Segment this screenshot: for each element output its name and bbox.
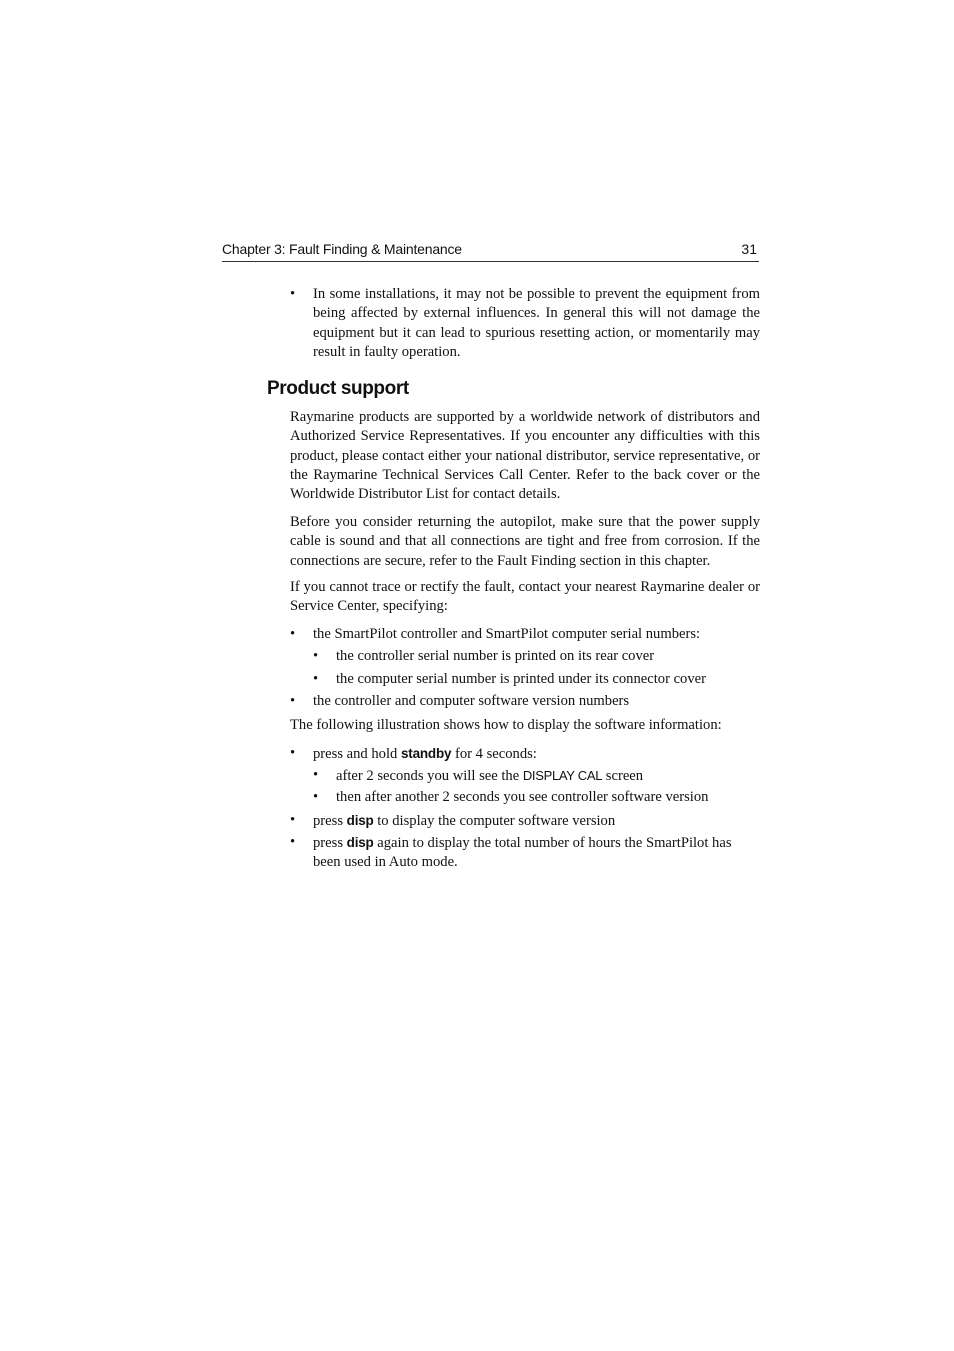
intro-bullet-text: In some installations, it may not be possible to prevent the equipment from being affected by external influences. In general this will not damage the equipment but it can lead to spurious resetting action, or momentarily may result in faulty operation. [313,286,760,360]
substep-text [336,766,760,786]
display-cal-screen-name: DISPLAY CAL [522,768,603,783]
step-text-pre: press [313,835,347,851]
list-item-text: the controller and computer software version numbers [313,693,630,709]
bullet-marker: • [290,286,296,302]
bullet-marker: • [290,834,296,850]
bullet-marker: • [313,789,319,805]
sublist-item-text: the computer serial number is printed under its connector cover [336,671,706,687]
step-text-pre: press [313,813,347,829]
step-text-post: to display the computer software version [373,813,616,829]
substep-text-post: screen [602,768,644,784]
bullet-marker: • [313,648,319,664]
step-text-post: again to display the total number of hours the SmartPilot has been used in Auto mode. [313,835,732,871]
bullet-marker: • [290,693,296,709]
page-header [222,238,759,262]
bullet-marker: • [313,671,319,687]
bullet-marker: • [290,626,296,642]
sublist-item-text: the controller serial number is printed on its rear cover [336,648,655,664]
chapter-title: Chapter 3: Fault Finding & Maintenance [222,241,462,257]
paragraph-support-network: Raymarine products are supported by a worldwide network of distributors and Authorized Service Representatives. If you encounter any difficulties with this product, please contact either your national distributor, service representative, or the Raymarine Technical Services Call Center. Refer to the back cover or the Worldwide Distributor List for contact details. [290,409,760,503]
page-number: 31 [741,241,757,257]
standby-key: standby [400,746,452,761]
paragraph-contact-dealer: If you cannot trace or rectify the fault, contact your nearest Raymarine dealer or Service Center, specifying: [290,579,760,615]
illustration-intro: The following illustration shows how to display the software information: [290,717,722,733]
bullet-marker: • [313,767,319,783]
step-text-post: for 4 seconds: [451,746,537,762]
step-text-pre: press and hold [313,746,401,762]
step-text [313,833,760,873]
step-text [313,811,760,831]
list-item-text: the SmartPilot controller and SmartPilot computer serial numbers: [313,626,701,642]
disp-key: disp [346,835,374,850]
step-text [313,744,760,764]
substep-text-pre: after 2 seconds you will see the [336,768,523,784]
bullet-marker: • [290,745,296,761]
bullet-marker: • [290,812,296,828]
substep-text: then after another 2 seconds you see controller software version [336,789,709,805]
section-heading: Product support [267,378,409,399]
disp-key: disp [346,813,374,828]
paragraph-before-returning: Before you consider returning the autopilot, make sure that the power supply cable is sound and that all connections are tight and free from corrosion. If the connections are secure, refer to the Fault Finding section in this chapter. [290,514,760,569]
